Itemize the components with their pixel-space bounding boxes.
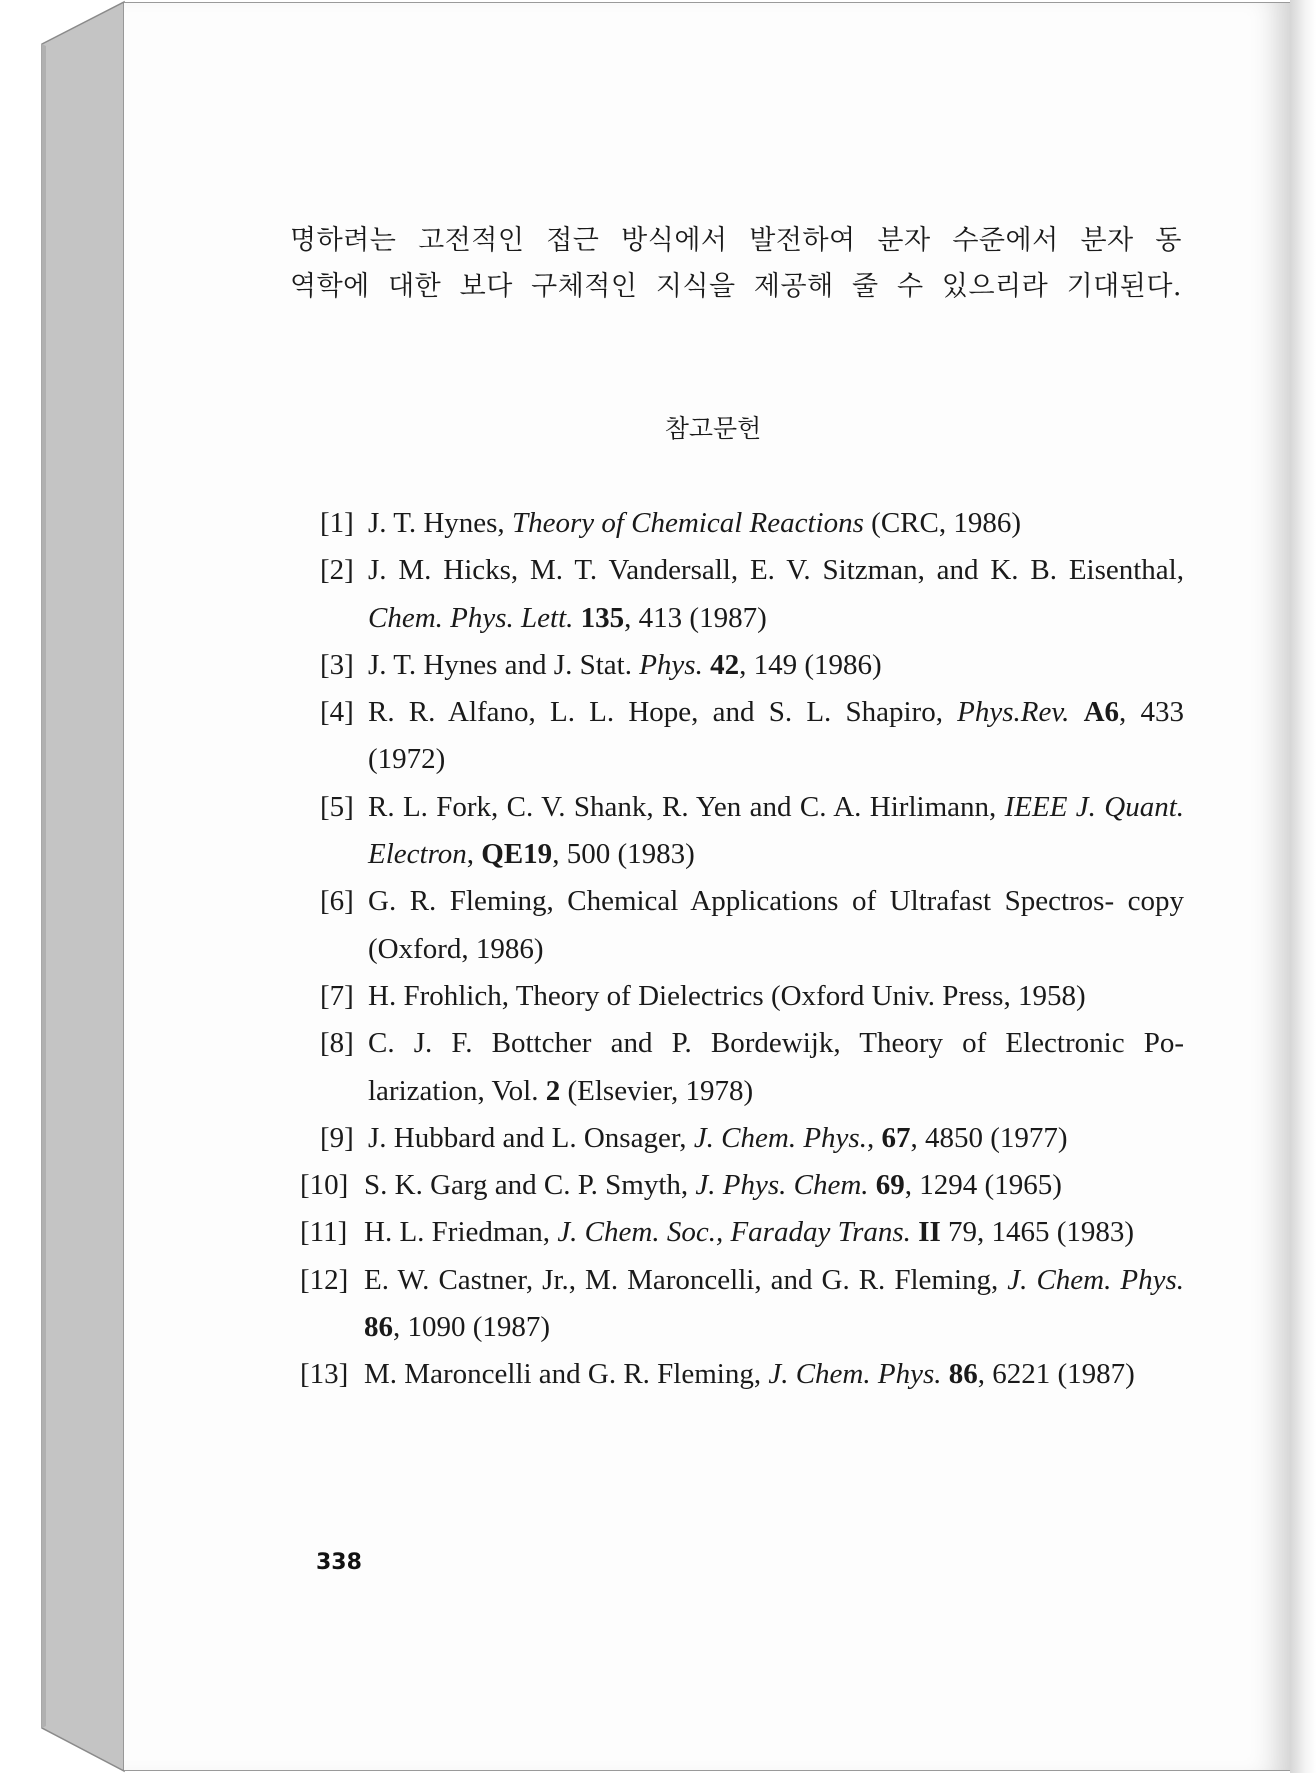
reference-title: J. Phys. Chem. bbox=[695, 1169, 869, 1202]
reference-number: [11] bbox=[300, 1216, 348, 1249]
reference-text: R. R. Alfano, L. L. Hope, and S. L. Shapiro, bbox=[368, 696, 958, 729]
reference-volume: II bbox=[918, 1216, 941, 1249]
reference-text: J. T. Hynes and J. Stat. bbox=[368, 648, 640, 681]
reference-title: J. Chem. Soc., Faraday Trans. bbox=[557, 1216, 911, 1249]
reference-text: , 500 (1983) bbox=[552, 838, 695, 871]
reference-number: [2] bbox=[320, 554, 354, 587]
reference-number: [4] bbox=[320, 696, 354, 729]
reference-text bbox=[1069, 696, 1083, 728]
reference-text: , 1294 (1965) bbox=[904, 1169, 1062, 1202]
reference-item bbox=[300, 1115, 1184, 1162]
reference-volume: 2 bbox=[545, 1074, 561, 1107]
reference-text: H. Frohlich, Theory of Dielectrics (Oxford Univ. Press, 1958) bbox=[368, 979, 1086, 1012]
reference-text: S. K. Garg and C. P. Smyth, bbox=[364, 1169, 696, 1202]
reference-item bbox=[300, 1257, 1184, 1352]
reference-item bbox=[300, 500, 1184, 547]
reference-item bbox=[300, 973, 1184, 1020]
reference-volume: 42 bbox=[710, 648, 740, 681]
reference-item bbox=[300, 1020, 1184, 1115]
reference-volume: QE19 bbox=[481, 838, 553, 871]
reference-text: (CRC, 1986) bbox=[863, 507, 1021, 539]
reference-volume: A6 bbox=[1083, 696, 1120, 729]
reference-title: J. Chem. Phys. bbox=[1007, 1263, 1185, 1296]
body-paragraph bbox=[290, 218, 1182, 310]
reference-text: (Elsevier, 1978) bbox=[560, 1074, 754, 1107]
reference-title: Phys.Rev. bbox=[957, 696, 1070, 729]
reference-number: [5] bbox=[320, 790, 354, 823]
reference-item bbox=[300, 878, 1184, 973]
references-heading: 참고문헌 bbox=[664, 414, 762, 443]
reference-item bbox=[300, 1351, 1184, 1398]
reference-volume: 86 bbox=[364, 1311, 393, 1344]
reference-text: H. L. Friedman, bbox=[364, 1216, 558, 1249]
reference-volume: 86 bbox=[948, 1358, 978, 1391]
reference-text: , 6221 (1987) bbox=[977, 1358, 1135, 1391]
reference-text: C. J. F. Bottcher and P. Bordewijk, Theory of Electronic Po- larization, Vol. bbox=[368, 1027, 1184, 1107]
reference-item bbox=[300, 689, 1184, 784]
references-list bbox=[300, 500, 1184, 1399]
reference-text: , 4850 (1977) bbox=[910, 1121, 1068, 1154]
reference-number: [7] bbox=[320, 979, 354, 1012]
reference-title: Chem. Phys. Lett. bbox=[368, 601, 574, 634]
reference-text: J. Hubbard and L. Onsager, bbox=[368, 1121, 694, 1154]
reference-text: 79, 1465 (1983) bbox=[940, 1216, 1135, 1249]
reference-text: M. Maroncelli and G. R. Fleming, bbox=[364, 1358, 769, 1391]
reference-number: [8] bbox=[320, 1027, 354, 1060]
reference-item bbox=[300, 642, 1184, 689]
reference-item bbox=[300, 1209, 1184, 1256]
reference-number: [1] bbox=[320, 507, 354, 539]
reference-text: , 1090 (1987) bbox=[393, 1311, 551, 1344]
reference-volume: 69 bbox=[875, 1169, 905, 1202]
page-number: 338 bbox=[316, 1550, 362, 1575]
paragraph-line: 역학에 대한 보다 구체적인 지식을 제공해 줄 수 있으리라 기대된다. bbox=[290, 271, 1182, 302]
reference-item bbox=[300, 547, 1184, 642]
reference-text: , 149 (1986) bbox=[739, 648, 882, 681]
reference-text bbox=[942, 1358, 949, 1390]
reference-volume: 135 bbox=[580, 601, 625, 634]
reference-title: IEEE J. Quant. Electron bbox=[368, 790, 1184, 871]
reference-text bbox=[869, 1169, 876, 1201]
reference-title: Phys. bbox=[639, 648, 703, 681]
book-spine bbox=[0, 0, 140, 1773]
reference-text: , bbox=[866, 1121, 882, 1154]
reference-title: J. Chem. Phys. bbox=[693, 1121, 867, 1154]
reference-item bbox=[300, 1162, 1184, 1209]
reference-text: , 433 (1972) bbox=[368, 696, 1184, 776]
reference-number: [13] bbox=[300, 1358, 349, 1391]
reference-number: [12] bbox=[300, 1263, 349, 1296]
reference-number: [3] bbox=[320, 648, 354, 681]
reference-text: J. M. Hicks, M. T. Vandersall, E. V. Sitzman, and K. B. Eisenthal, bbox=[368, 554, 1184, 587]
reference-number: [9] bbox=[320, 1121, 354, 1154]
reference-volume: 67 bbox=[881, 1121, 911, 1154]
reference-text: , 413 (1987) bbox=[624, 601, 767, 634]
reference-item bbox=[300, 784, 1184, 879]
reference-text: J. T. Hynes, bbox=[368, 507, 512, 539]
reference-text bbox=[703, 649, 710, 681]
reference-text: E. W. Castner, Jr., M. Maroncelli, and G. R. Fleming, bbox=[364, 1263, 1008, 1296]
reference-title: J. Chem. Phys. bbox=[768, 1358, 942, 1391]
paragraph-line: 명하려는 고전적인 접근 방식에서 발전하여 분자 수준에서 분자 동 bbox=[290, 225, 1182, 256]
reference-text: R. L. Fork, C. V. Shank, R. Yen and C. A. Hirlimann, bbox=[368, 790, 1005, 823]
reference-title: Theory of Chemical Reactions bbox=[511, 507, 864, 539]
reference-text bbox=[573, 602, 580, 634]
reference-number: [6] bbox=[320, 885, 354, 918]
page-edge-shadow bbox=[1290, 0, 1316, 1773]
reference-number: [10] bbox=[300, 1169, 349, 1202]
reference-text: G. R. Fleming, Chemical Applications of Ultrafast Spectros- copy (Oxford, 1986) bbox=[368, 885, 1184, 965]
reference-text: , bbox=[466, 838, 482, 871]
